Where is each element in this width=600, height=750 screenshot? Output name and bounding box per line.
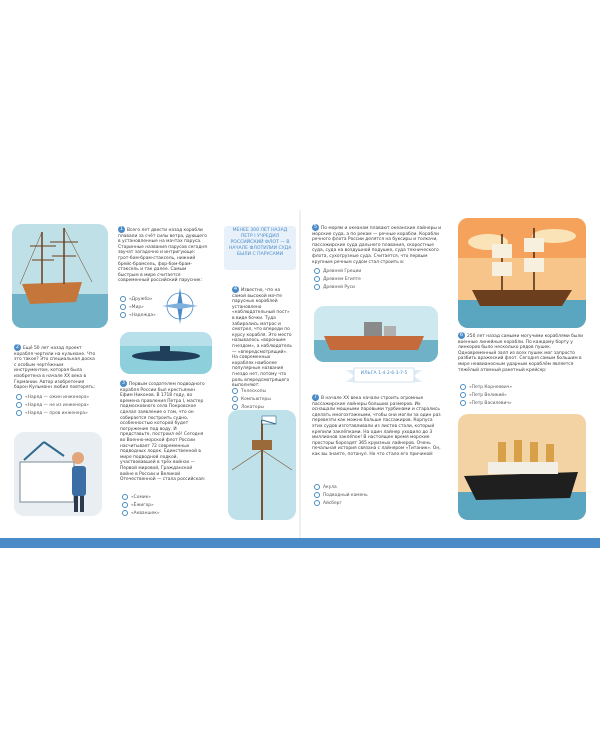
radio-icon	[122, 510, 128, 516]
radio-icon	[122, 502, 128, 508]
ocean-liner-illustration	[458, 414, 586, 520]
answer-ribbon: ИЛЬГА 1·4·2·6·3·7·5	[346, 366, 422, 386]
warship-illustration	[458, 218, 586, 328]
radio-icon	[460, 400, 466, 406]
radio-icon	[314, 276, 320, 282]
submarine-illustration	[120, 332, 212, 374]
question-1-text: 1 Всего лет двести назад корабли плавали за счёт силы ветра, дующего в установленные на мачтах паруса. Старинные названия парусов сегодня звучат загадочно и интригующе: грот-бом-брам-стаксель, нижний брейс-брамсель, фор-бом-брам-стаксель и так далее. Самым быстрым в мире считается современный российский парусник:	[118, 226, 207, 284]
q1-option-3[interactable]: «Надежда»	[120, 312, 156, 318]
question-2-text: 2 Ещё 50 лет назад проект корабля чертили на кульмане. Что это такое? Это специальная доска с особым чертёжным инструментом, которая была изобретена в начале XX века в Германии. Автор изобретения барон Кульманн любил повторять:	[14, 344, 96, 391]
q3-option-3[interactable]: «Акваншек»	[122, 510, 160, 516]
river-ship-illustration	[314, 306, 438, 362]
q4-option-2[interactable]: Компьютеры	[232, 396, 271, 402]
q6-option-1[interactable]: «Петр Корнеевич»	[460, 384, 512, 390]
question-5-text: 5 По морям и океанам плавают океанские лайнеры и морские суда, а по рекам — речные корабли. Корабли речного флота России делятся на буксиры и толкачи, пассажирские суда дальнего плавания, скоростные суда, суда на воздушной подушке, суда технического флота, сухогрузные суда. Считается, что первым крупным речным судом стал строить в:	[312, 224, 442, 265]
radio-icon	[232, 396, 238, 402]
q6-option-3[interactable]: «Петр Василевич»	[460, 400, 512, 406]
compass-rose-icon	[160, 286, 200, 326]
q2-option-2[interactable]: «Наряд — не из инженера»	[16, 402, 89, 408]
drafting-board-illustration	[14, 432, 102, 516]
q1-option-2[interactable]: «Мир»	[120, 304, 144, 310]
radio-icon	[120, 304, 126, 310]
q5-option-2[interactable]: Древнем Египте	[314, 276, 361, 282]
q3-option-2[interactable]: «Ёжигор»	[122, 502, 154, 508]
fact-banner: МЕНЕЕ 300 ЛЕТ НАЗАД ПЕТР I УЧРЕДИЛ РОССИЙСКИЙ ФЛОТ — В НАЧАЛЕ ФЛОТИЛИИ СУДА БЫЛИ С ПАРУСАМИ	[224, 226, 296, 270]
radio-icon	[314, 500, 320, 506]
radio-icon	[314, 284, 320, 290]
q2-option-3[interactable]: «Наряд — пров инженера»	[16, 410, 88, 416]
question-4-text: 4 Известно, что на самой высокой мачте парусных кораблей установлено «наблюдательный пост» в виде бочки. Туда забирались матрос и смотрел, что впереди по курсу корабля. Это место называлось «вороньим гнездом», а наблюдатель — «впередсмотрящий». На современных кораблях наиболее популярные названия гнездо нет, потому что роль впередсмотрящего выполняют:	[232, 286, 292, 389]
q4-option-1[interactable]: Телескопы	[232, 388, 266, 394]
q1-option-1[interactable]: «Дружба»	[120, 296, 153, 302]
radio-icon	[16, 394, 22, 400]
q6-option-2[interactable]: «Петр Великий»	[460, 392, 507, 398]
q5-option-3[interactable]: Древней Руси	[314, 284, 355, 290]
radio-icon	[460, 392, 466, 398]
q3-option-1[interactable]: «Сомик»	[122, 494, 151, 500]
crows-nest-illustration	[228, 410, 296, 520]
radio-icon	[460, 384, 466, 390]
page-gutter	[299, 210, 301, 540]
question-3-text: 3 Первым создателем подводного корабля России был крестьянин Ефим Никонов. В 1718 году, во времена правления Петра I, мастер подмосковного села Покровское сделал заявление о том, что он собирается построить судно, особенностью которой будет погружение под воду. И представьте, построил её! Сегодня во Военно-морской флот России насчитывает 72 современных подводных лодок. Единственной в мире подводной лодкой, участвовавшей в трёх войнах — Первой мировой, Гражданской войне в России и Великой Отечественной — стала российская:	[120, 380, 206, 483]
radio-icon	[16, 410, 22, 416]
q7-option-2[interactable]: Подводный камень	[314, 492, 368, 498]
sailing-ship-illustration	[12, 224, 108, 328]
radio-icon	[120, 312, 126, 318]
bottom-blue-bar	[0, 538, 600, 548]
decorative-scallop-border	[0, 528, 600, 538]
radio-icon	[16, 402, 22, 408]
radio-icon	[314, 268, 320, 274]
q5-option-1[interactable]: Древней Греции	[314, 268, 361, 274]
q4-option-3[interactable]: Локаторы	[232, 404, 264, 410]
q7-option-1[interactable]: Акула	[314, 484, 337, 490]
radio-icon	[314, 492, 320, 498]
radio-icon	[120, 296, 126, 302]
radio-icon	[314, 484, 320, 490]
q7-option-3[interactable]: Айсберг	[314, 500, 342, 506]
question-6-text: 6 250 лет назад самыми могучими кораблями были военные линейные корабли. По каждому борту у линкоров было несколько рядов пушек. Одновременный залп из всех пушек мог запросто разбить вражеский флот. Сегодня самым большим в мире неавианосным ударным кораблём является тяжёлый атомный ракетный крейсер:	[458, 332, 583, 373]
radio-icon	[232, 388, 238, 394]
question-7-text: 7 В начале XX века начали строить огромные пассажирские лайнеры больших размеров. Их оснащали мощными паровыми турбинами и старались сделать многоэтажными, чтобы они могли за один раз перевезти как можно больше пассажиров. Корпуса этих судов изготавливали из листов стали, который крепили заклёпками. На один лайнер уходило до 3 миллионов заклёпок! В настоящее время морские просторы бороздят 365 круизных лайнеров. Очень печальная история связана с лайнером «Титаник». Он, как вы знаете, потонул. Но что стало его причиной:	[312, 394, 441, 457]
q2-option-1[interactable]: «Наряд — ожин инженера»	[16, 394, 89, 400]
radio-icon	[122, 494, 128, 500]
